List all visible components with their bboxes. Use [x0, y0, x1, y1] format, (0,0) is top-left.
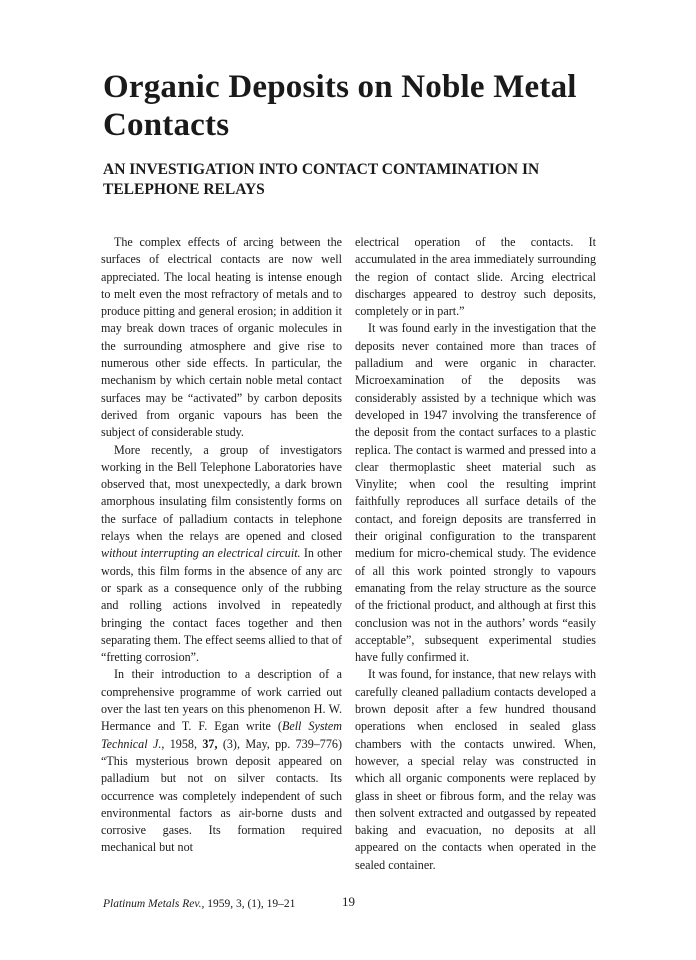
paragraph: The complex effects of arcing between the surfaces of electrical contacts are now well appreciated. The local heating is intense enough to melt even the most refractory of metals and to produce pitting and general erosion; in addition it may break down traces of organic molecules in the surrounding atmosphere and give rise to numerous other side effects. In particular, the mechanism by which certain noble metal contact surfaces may be “activated” by carbon deposits derived from organic vapours has been the subject of considerable study.: [101, 235, 342, 440]
journal-details: 1959, 3, (1), 19–21: [204, 898, 296, 910]
volume-number: 37,: [202, 736, 218, 751]
paragraph: It was found, for instance, that new relays with carefully cleaned palladium contacts developed a brown deposit after a few hundred thousand operations when enclosed in sealed glass chambers with the contacts unwired. When, however, a special relay was constructed in which all organic components were replaced by glass in sheet or fibrous form, and the relay was then solvent extracted and outgassed by repeated baking and evacuation, no deposits at all appeared on the contacts when operated in the sealed container.: [355, 667, 596, 872]
paragraph-text: 1958,: [164, 736, 203, 751]
footer-citation: [103, 897, 363, 911]
journal-citation: Bell System Technical J.,: [101, 719, 342, 751]
paragraph: electrical operation of the contacts. It accumulated in the area immediately surrounding the region of contact slide. Arcing electrical discharges appeared to destroy such deposits, completely or in part.”: [355, 235, 596, 319]
article-title: Organic Deposits on Noble Metal Contacts: [103, 69, 577, 143]
page-number: 19: [342, 894, 355, 909]
article-subtitle: AN INVESTIGATION INTO CONTACT CONTAMINATION IN TELEPHONE RELAYS: [103, 161, 540, 198]
paragraph-text: More recently, a group of investigators working in the Bell Telephone Laboratories have observed that, most unexpectedly, a dark brown amorphous insulating film consistently forms on the surface of palladium contacts in telephone relays when the relays are opened and closed: [101, 442, 342, 544]
paragraph-text: In other words, this film forms in the absence of any arc or spark as a consequence only of the rubbing and rolling actions involved in repeatedly bringing the contact faces together and then separating them. The effect seems allied to that of “fretting corrosion”.: [101, 546, 343, 665]
right-column: [355, 234, 596, 874]
paragraph: [101, 666, 342, 856]
left-column: [101, 234, 342, 857]
paragraph: It was found early in the investigation that the deposits never contained more than traces of palladium and were organic in character. Microexamination of the deposits was considerably assisted by a technique which was developed in 1947 involving the transference of the deposit from the contact surfaces to a plastic replica. The contact is warmed and pressed into a clear thermoplastic sheet material such as Vinylite; when cool the resulting imprint faithfully reproduces all surface details of the contact, and foreign deposits are transferred in their original configuration to the transparent medium for micro-chemical study. The evidence of all this work pointed strongly to vapours emanating from the relay structure as the source of the frictional product, and although at first this conclusion was not in the authors’ words “easily acceptable”, subsequent experimental studies have fully confirmed it.: [355, 321, 596, 665]
paragraph-text: (3), May, pp. 739–776) “This mysterious brown deposit appeared on palladium but not on silver contacts. Its occurrence was completely independent of such environmental factors as air-borne dusts and corrosive gases. Its formation required mechanical but not: [101, 736, 342, 855]
paragraph-text: In their introduction to a description of a comprehensive programme of work carried out over the last ten years on this phenomenon H. W. Hermance and T. F. Egan write (: [101, 667, 342, 734]
journal-name: Platinum Metals Rev.,: [103, 898, 205, 910]
paragraph: [101, 442, 342, 667]
emphasis-text: without interrupting an electrical circuit.: [101, 546, 301, 561]
